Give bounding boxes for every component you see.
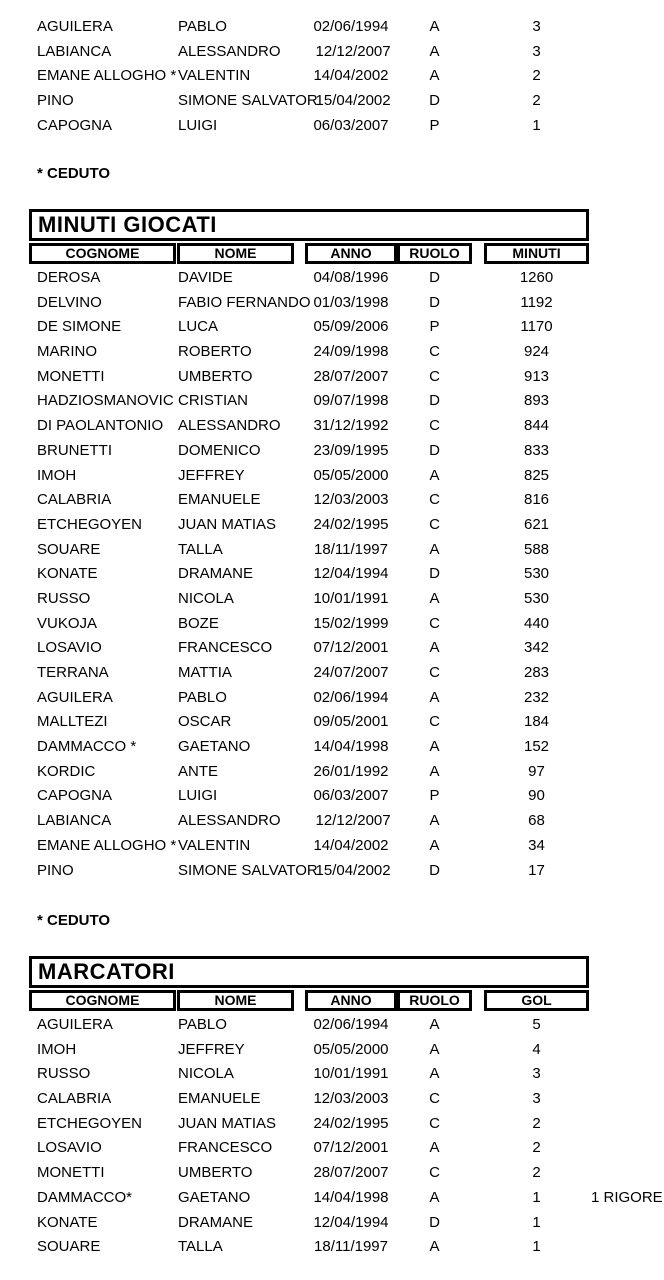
cell-cognome: RUSSO xyxy=(37,1065,91,1083)
cell-ruolo: D xyxy=(429,392,440,410)
cell-value: 440 xyxy=(523,614,550,632)
ceduto-note: * CEDUTO xyxy=(37,912,111,929)
cell-nome: NICOLA xyxy=(178,1065,234,1083)
cell-ruolo: A xyxy=(429,688,440,706)
cell-cognome: LOSAVIO xyxy=(37,639,102,657)
cell-nome: SIMONE SALVATOR xyxy=(178,92,318,110)
top-table-rows xyxy=(29,15,589,138)
table-row xyxy=(29,686,589,711)
cell-anno: 18/11/1997 xyxy=(314,1238,388,1256)
cell-nome: NICOLA xyxy=(178,589,234,607)
column-header-anno: ANNO xyxy=(305,243,397,264)
column-header-anno: ANNO xyxy=(305,990,397,1011)
cell-nome: ANTE xyxy=(178,762,219,780)
cell-cognome: LABIANCA xyxy=(37,812,112,830)
table-row xyxy=(29,15,589,40)
table-row xyxy=(29,1211,589,1236)
table-row xyxy=(29,439,589,464)
cell-anno: 12/12/2007 xyxy=(311,42,391,60)
cell-cognome: MALLTEZI xyxy=(37,713,108,731)
cell-cognome: KORDIC xyxy=(37,762,96,780)
cell-cognome: CALABRIA xyxy=(37,1090,112,1108)
cell-nome: PABLO xyxy=(178,1016,227,1033)
table-row xyxy=(29,859,589,884)
cell-cognome: EMANE ALLOGHO * xyxy=(37,836,177,854)
cell-cognome: RUSSO xyxy=(37,589,91,607)
cell-value: 833 xyxy=(523,441,550,459)
cell-ruolo: C xyxy=(429,713,440,731)
cell-anno: 12/03/2003 xyxy=(313,1090,389,1108)
table-row xyxy=(29,735,589,760)
cell-cognome: TERRANA xyxy=(37,664,109,681)
cell-ruolo: A xyxy=(429,639,440,657)
cell-ruolo: C xyxy=(429,367,440,385)
cell-value: 1 xyxy=(532,1188,541,1206)
cell-ruolo: A xyxy=(429,1016,440,1033)
cell-ruolo: C xyxy=(429,343,440,361)
cell-nome: PABLO xyxy=(178,688,227,706)
cell-ruolo: P xyxy=(429,318,440,336)
column-header-gol: GOL xyxy=(484,990,589,1011)
ceduto-note: * CEDUTO xyxy=(37,165,111,182)
table-row xyxy=(29,365,589,390)
table-row xyxy=(29,40,589,65)
cell-nome: GAETANO xyxy=(178,1188,251,1206)
cell-value: 232 xyxy=(523,688,550,706)
cell-cognome: IMOH xyxy=(37,466,77,484)
cell-ruolo: C xyxy=(429,664,440,681)
cell-cognome: DAMMACCO * xyxy=(37,738,137,756)
cell-anno: 02/06/1994 xyxy=(313,688,389,706)
cell-nome: FRANCESCO xyxy=(178,639,273,657)
table-row xyxy=(29,834,589,859)
cell-anno: 31/12/1992 xyxy=(313,417,389,435)
cell-value: 3 xyxy=(532,42,541,60)
cell-cognome: KONATE xyxy=(37,1213,98,1231)
table-row xyxy=(29,315,589,340)
minuti-giocati-rows xyxy=(29,266,589,883)
cell-value: 3 xyxy=(532,1090,541,1108)
cell-value: 90 xyxy=(528,787,545,805)
cell-anno: 15/02/1999 xyxy=(313,614,389,632)
cell-value: 152 xyxy=(523,738,550,756)
cell-nome: LUIGI xyxy=(178,787,218,805)
cell-ruolo: A xyxy=(429,1188,440,1206)
table-row xyxy=(29,710,589,735)
cell-cognome: MONETTI xyxy=(37,367,105,385)
cell-anno: 12/12/2007 xyxy=(311,812,391,830)
cell-ruolo: D xyxy=(429,293,440,311)
cell-value: 1192 xyxy=(520,293,553,311)
cell-ruolo: C xyxy=(429,417,440,435)
cell-value: 1 xyxy=(532,116,541,134)
cell-cognome: AGUILERA xyxy=(37,1016,113,1033)
cell-ruolo: A xyxy=(429,1040,440,1058)
cell-ruolo: D xyxy=(429,861,440,879)
table-row xyxy=(29,1161,589,1186)
cell-nome: BOZE xyxy=(178,614,219,632)
column-header-ruolo: RUOLO xyxy=(397,990,472,1011)
cell-nome: FABIO FERNANDO xyxy=(178,293,311,311)
cell-ruolo: C xyxy=(429,1164,440,1182)
marcatori-header-row xyxy=(29,990,589,1011)
cell-cognome: CAPOGNA xyxy=(37,116,113,134)
cell-anno: 09/07/1998 xyxy=(313,392,389,410)
column-header-cognome: COGNOME xyxy=(29,990,176,1011)
cell-cognome: BRUNETTI xyxy=(37,441,112,459)
cell-cognome: MARINO xyxy=(37,343,97,361)
cell-cognome: SOUARE xyxy=(37,540,101,558)
cell-cognome: KONATE xyxy=(37,565,98,583)
cell-anno: 14/04/1998 xyxy=(313,738,389,756)
cell-nome: EMANUELE xyxy=(178,491,261,509)
cell-ruolo: D xyxy=(429,565,440,583)
column-header-ruolo: RUOLO xyxy=(397,243,472,264)
cell-ruolo: A xyxy=(429,836,440,854)
cell-nome: EMANUELE xyxy=(178,1090,261,1108)
cell-ruolo: A xyxy=(429,738,440,756)
cell-value: 621 xyxy=(523,515,550,533)
cell-ruolo: C xyxy=(429,491,440,509)
cell-ruolo: A xyxy=(429,812,440,830)
table-row xyxy=(29,291,589,316)
cell-value: 17 xyxy=(528,861,545,879)
cell-value: 283 xyxy=(523,664,550,681)
cell-cognome: DEROSA xyxy=(37,269,101,286)
cell-cognome: EMANE ALLOGHO * xyxy=(37,67,177,85)
cell-ruolo: D xyxy=(429,1213,440,1231)
cell-nome: ALESSANDRO xyxy=(178,812,281,830)
cell-nome: JEFFREY xyxy=(178,1040,245,1058)
table-row xyxy=(29,114,589,139)
cell-value: 1170 xyxy=(520,318,553,336)
table-row xyxy=(29,538,589,563)
table-row xyxy=(29,488,589,513)
cell-ruolo: A xyxy=(429,1238,440,1256)
cell-anno: 14/04/1998 xyxy=(313,1188,389,1206)
column-header-nome: NOME xyxy=(177,243,294,264)
cell-anno: 24/09/1998 xyxy=(313,343,389,361)
cell-nome: LUIGI xyxy=(178,116,218,134)
cell-value: 2 xyxy=(532,1114,541,1132)
marcatori-rows xyxy=(29,1013,663,1260)
cell-cognome: DAMMACCO* xyxy=(37,1188,133,1206)
table-row xyxy=(29,1038,589,1063)
cell-anno: 10/01/1991 xyxy=(313,1065,389,1083)
table-row xyxy=(29,1112,589,1137)
cell-ruolo: P xyxy=(429,787,440,805)
cell-nome: DAVIDE xyxy=(178,269,233,286)
cell-anno: 24/02/1995 xyxy=(313,515,389,533)
cell-ruolo: C xyxy=(429,1090,440,1108)
cell-value: 184 xyxy=(523,713,550,731)
cell-anno: 06/03/2007 xyxy=(313,116,389,134)
cell-nome: OSCAR xyxy=(178,713,232,731)
cell-nome: ALESSANDRO xyxy=(178,42,281,60)
table-row xyxy=(29,1087,589,1112)
table-row xyxy=(29,661,589,686)
cell-cognome: IMOH xyxy=(37,1040,77,1058)
cell-value: 825 xyxy=(523,466,550,484)
cell-anno: 15/04/2002 xyxy=(311,861,391,879)
table-row xyxy=(29,809,589,834)
cell-value: 844 xyxy=(523,417,550,435)
cell-ruolo: D xyxy=(429,269,440,286)
cell-anno: 12/04/1994 xyxy=(313,1213,389,1231)
cell-nome: VALENTIN xyxy=(178,67,251,85)
minuti-giocati-table xyxy=(29,209,589,883)
cell-nome: DOMENICO xyxy=(178,441,261,459)
cell-ruolo: A xyxy=(429,42,440,60)
cell-anno: 14/04/2002 xyxy=(313,67,389,85)
cell-anno: 24/07/2007 xyxy=(313,664,389,681)
cell-nome: JEFFREY xyxy=(178,466,245,484)
cell-extra: 1 RIGORE xyxy=(591,1188,663,1206)
cell-nome: LUCA xyxy=(178,318,219,336)
cell-cognome: DELVINO xyxy=(37,293,102,311)
cell-value: 913 xyxy=(523,367,550,385)
cell-nome: TALLA xyxy=(178,1238,223,1256)
cell-anno: 12/04/1994 xyxy=(313,565,389,583)
cell-ruolo: P xyxy=(429,116,440,134)
cell-anno: 04/08/1996 xyxy=(313,269,389,286)
cell-cognome: SOUARE xyxy=(37,1238,101,1256)
cell-nome: ROBERTO xyxy=(178,343,252,361)
cell-ruolo: A xyxy=(429,67,440,85)
cell-value: 34 xyxy=(528,836,545,854)
cell-value: 1 xyxy=(532,1213,541,1231)
cell-value: 530 xyxy=(523,565,550,583)
column-header-nome: NOME xyxy=(177,990,294,1011)
cell-value: 2 xyxy=(532,1164,541,1182)
cell-nome: FRANCESCO xyxy=(178,1139,273,1157)
marcatori-table xyxy=(29,956,663,1260)
cell-cognome: PINO xyxy=(37,861,74,879)
table-row xyxy=(29,587,589,612)
cell-nome: GAETANO xyxy=(178,738,251,756)
cell-ruolo: A xyxy=(429,762,440,780)
cell-value: 1 xyxy=(532,1238,541,1256)
cell-anno: 02/06/1994 xyxy=(313,18,389,35)
cell-ruolo: C xyxy=(429,1114,440,1132)
cell-anno: 09/05/2001 xyxy=(313,713,389,731)
cell-nome: CRISTIAN xyxy=(178,392,249,410)
table-row xyxy=(29,784,589,809)
table-row xyxy=(29,340,589,365)
table-row xyxy=(29,414,589,439)
cell-nome: UMBERTO xyxy=(178,367,253,385)
cell-cognome: AGUILERA xyxy=(37,688,113,706)
cell-cognome: PINO xyxy=(37,92,74,110)
cell-anno: 28/07/2007 xyxy=(313,1164,389,1182)
table-row xyxy=(29,1062,589,1087)
table-row xyxy=(29,1186,663,1211)
cell-anno: 28/07/2007 xyxy=(313,367,389,385)
cell-ruolo: A xyxy=(429,1139,440,1157)
cell-ruolo: C xyxy=(429,515,440,533)
cell-value: 3 xyxy=(532,18,541,35)
cell-value: 924 xyxy=(523,343,550,361)
cell-ruolo: A xyxy=(429,1065,440,1083)
cell-anno: 12/03/2003 xyxy=(313,491,389,509)
cell-cognome: AGUILERA xyxy=(37,18,113,35)
cell-value: 342 xyxy=(523,639,550,657)
cell-nome: ALESSANDRO xyxy=(178,417,281,435)
cell-anno: 07/12/2001 xyxy=(313,639,389,657)
cell-value: 2 xyxy=(532,1139,541,1157)
cell-value: 2 xyxy=(532,67,541,85)
minuti-giocati-header-row xyxy=(29,243,589,264)
cell-anno: 06/03/2007 xyxy=(313,787,389,805)
cell-cognome: ETCHEGOYEN xyxy=(37,1114,143,1132)
cell-value: 588 xyxy=(523,540,550,558)
cell-value: 2 xyxy=(532,92,541,110)
cell-cognome: MONETTI xyxy=(37,1164,105,1182)
table-row xyxy=(29,1136,589,1161)
cell-nome: DRAMANE xyxy=(178,565,254,583)
cell-nome: MATTIA xyxy=(178,664,232,681)
table-row xyxy=(29,1013,589,1038)
table-row xyxy=(29,562,589,587)
cell-nome: SIMONE SALVATOR xyxy=(178,861,318,879)
cell-value: 1260 xyxy=(519,269,554,286)
cell-value: 530 xyxy=(523,589,550,607)
cell-value: 893 xyxy=(523,392,550,410)
cell-anno: 01/03/1998 xyxy=(313,293,389,311)
marcatori-title: MARCATORI xyxy=(29,956,589,988)
cell-value: 816 xyxy=(523,491,550,509)
cell-cognome: DE SIMONE xyxy=(37,318,122,336)
cell-ruolo: A xyxy=(429,466,440,484)
cell-anno: 10/01/1991 xyxy=(313,589,389,607)
minuti-giocati-title: MINUTI GIOCATI xyxy=(29,209,589,241)
cell-ruolo: A xyxy=(429,18,440,35)
cell-anno: 14/04/2002 xyxy=(313,836,389,854)
cell-value: 68 xyxy=(528,812,545,830)
cell-nome: JUAN MATIAS xyxy=(178,515,277,533)
table-row xyxy=(29,636,589,661)
cell-anno: 05/09/2006 xyxy=(313,318,389,336)
cell-value: 97 xyxy=(528,762,545,780)
cell-nome: UMBERTO xyxy=(178,1164,253,1182)
cell-cognome: HADZIOSMANOVIC xyxy=(37,392,174,410)
cell-cognome: DI PAOLANTONIO xyxy=(37,417,164,435)
cell-ruolo: C xyxy=(429,614,440,632)
cell-anno: 05/05/2000 xyxy=(313,1040,389,1058)
cell-value: 3 xyxy=(532,1065,541,1083)
cell-value: 5 xyxy=(532,1016,541,1033)
table-row xyxy=(29,266,589,291)
cell-nome: JUAN MATIAS xyxy=(178,1114,277,1132)
column-header-minuti: MINUTI xyxy=(484,243,589,264)
cell-cognome: LOSAVIO xyxy=(37,1139,102,1157)
cell-ruolo: A xyxy=(429,589,440,607)
table-row xyxy=(29,64,589,89)
cell-nome: VALENTIN xyxy=(178,836,251,854)
cell-value: 4 xyxy=(532,1040,541,1058)
cell-anno: 26/01/1992 xyxy=(313,762,389,780)
cell-cognome: ETCHEGOYEN xyxy=(37,515,143,533)
cell-anno: 02/06/1994 xyxy=(313,1016,389,1033)
table-row xyxy=(29,464,589,489)
cell-cognome: VUKOJA xyxy=(37,614,98,632)
column-header-cognome: COGNOME xyxy=(29,243,176,264)
cell-nome: PABLO xyxy=(178,18,227,35)
cell-anno: 07/12/2001 xyxy=(313,1139,389,1157)
cell-ruolo: D xyxy=(429,441,440,459)
table-row xyxy=(29,760,589,785)
cell-anno: 05/05/2000 xyxy=(313,466,389,484)
cell-cognome: LABIANCA xyxy=(37,42,112,60)
table-row xyxy=(29,513,589,538)
cell-ruolo: D xyxy=(429,92,440,110)
cell-anno: 15/04/2002 xyxy=(311,92,391,110)
cell-nome: TALLA xyxy=(178,540,223,558)
table-row xyxy=(29,612,589,637)
cell-anno: 18/11/1997 xyxy=(314,540,388,558)
table-row xyxy=(29,389,589,414)
table-row xyxy=(29,89,589,114)
cell-nome: DRAMANE xyxy=(178,1213,254,1231)
cell-anno: 24/02/1995 xyxy=(313,1114,389,1132)
cell-cognome: CALABRIA xyxy=(37,491,112,509)
cell-ruolo: A xyxy=(429,540,440,558)
cell-anno: 23/09/1995 xyxy=(313,441,389,459)
cell-cognome: CAPOGNA xyxy=(37,787,113,805)
table-row xyxy=(29,1235,589,1260)
